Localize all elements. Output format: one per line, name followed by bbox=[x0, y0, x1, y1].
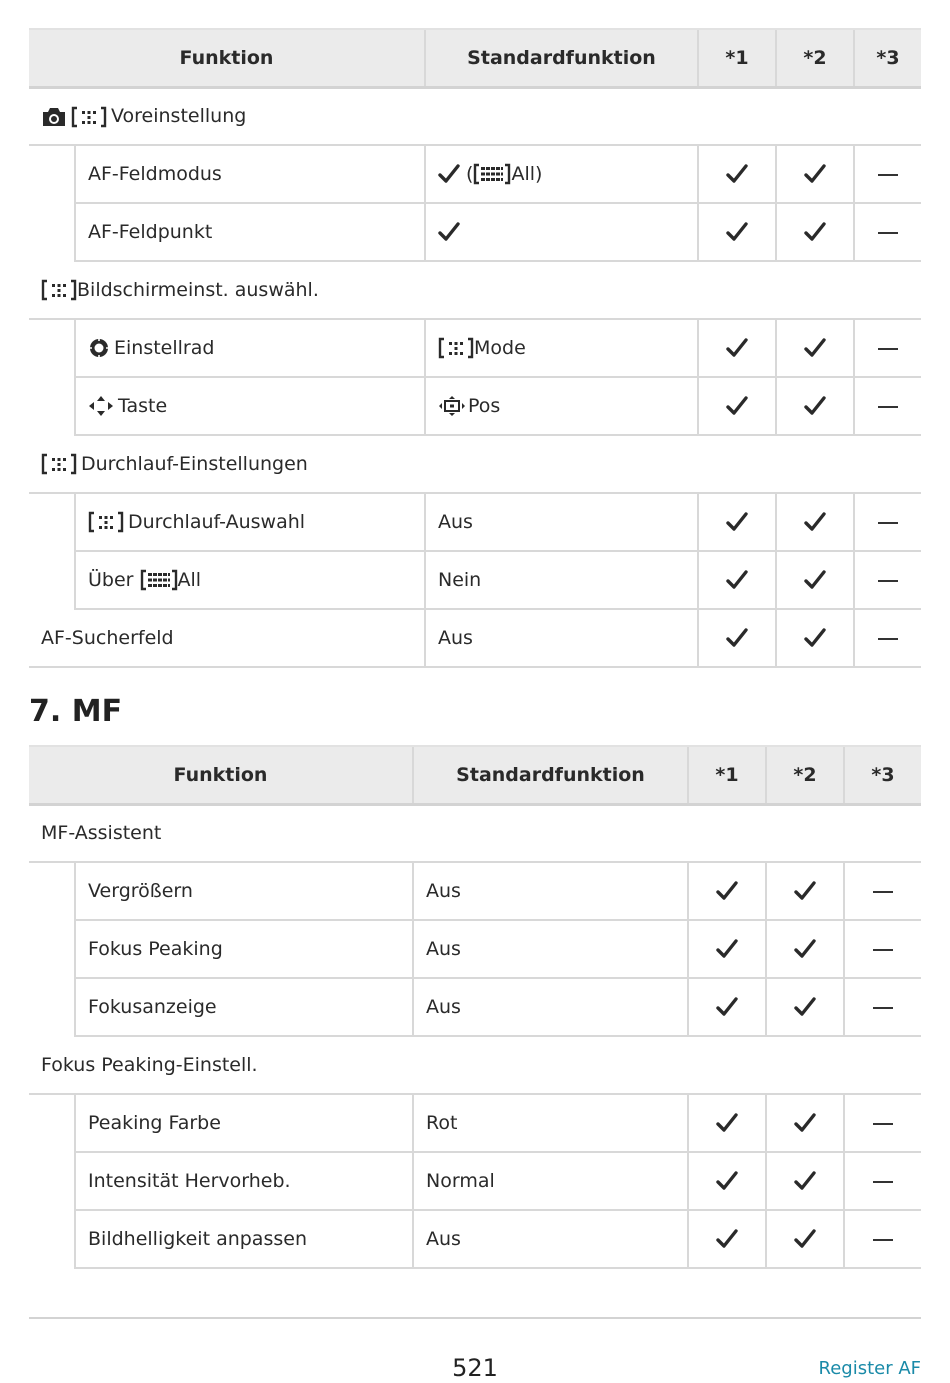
dash-icon bbox=[878, 580, 898, 582]
check-icon bbox=[438, 221, 460, 243]
group-label: Voreinstellung bbox=[111, 105, 247, 127]
check-icon bbox=[804, 337, 826, 359]
dash-icon bbox=[878, 174, 898, 176]
funktion-label: Peaking Farbe bbox=[88, 1112, 221, 1134]
col-header-funktion: Funktion bbox=[29, 746, 413, 804]
check-icon bbox=[716, 996, 738, 1018]
standard-value: Pos bbox=[468, 394, 501, 417]
arrow-keys-icon bbox=[88, 395, 114, 417]
camera-icon bbox=[41, 106, 67, 128]
funktion-label: Vergrößern bbox=[88, 880, 193, 902]
col-header-standardfunktion: Standardfunktion bbox=[413, 746, 688, 804]
check-icon bbox=[716, 1170, 738, 1192]
table-row bbox=[29, 377, 921, 435]
af-all-target-icon bbox=[473, 163, 511, 185]
funktion-label: Durchlauf-Auswahl bbox=[128, 510, 306, 533]
dash-icon bbox=[878, 348, 898, 350]
group-label: Bildschirmeinst. auswähl. bbox=[77, 278, 319, 301]
group-label: Durchlauf-Einstellungen bbox=[81, 452, 308, 475]
dial-icon bbox=[88, 337, 110, 359]
check-icon bbox=[726, 395, 748, 417]
standard-value: Mode bbox=[474, 336, 526, 359]
group-label: AF-Sucherfeld bbox=[41, 627, 174, 649]
check-icon bbox=[794, 938, 816, 960]
group-row-bildschirmeinst bbox=[29, 261, 921, 319]
group-row-mf-assistent bbox=[29, 804, 921, 862]
group-row-fokus-peaking-einstell bbox=[29, 1036, 921, 1094]
check-icon bbox=[716, 938, 738, 960]
table-row bbox=[29, 319, 921, 377]
col-header-3: *3 bbox=[854, 29, 921, 87]
funktion-label: Fokus Peaking bbox=[88, 938, 223, 960]
check-icon bbox=[794, 1112, 816, 1134]
check-icon bbox=[726, 627, 748, 649]
dash-icon bbox=[873, 1123, 893, 1125]
check-icon bbox=[794, 996, 816, 1018]
col-header-2: *2 bbox=[766, 746, 844, 804]
check-icon bbox=[794, 880, 816, 902]
dash-icon bbox=[878, 232, 898, 234]
col-header-1: *1 bbox=[688, 746, 766, 804]
check-icon bbox=[794, 1228, 816, 1250]
table-row bbox=[29, 1152, 921, 1210]
af-target-icon bbox=[438, 337, 474, 359]
table-row bbox=[29, 203, 921, 261]
funktion-label: Bildhelligkeit anpassen bbox=[88, 1228, 307, 1250]
standard-value: Rot bbox=[426, 1112, 458, 1134]
standard-value: Aus bbox=[426, 996, 461, 1018]
group-label: MF-Assistent bbox=[41, 822, 162, 845]
check-icon bbox=[716, 880, 738, 902]
standard-value: Aus bbox=[426, 880, 461, 902]
af-target-icon bbox=[88, 511, 124, 533]
dash-icon bbox=[873, 949, 893, 951]
check-icon bbox=[726, 569, 748, 591]
table-row: AF-Feldmodus ( All) bbox=[29, 145, 921, 203]
funktion-label: Einstellrad bbox=[114, 336, 215, 359]
af-all-target-icon bbox=[140, 569, 178, 591]
standard-value: Aus bbox=[426, 1228, 461, 1250]
table-row bbox=[29, 862, 921, 920]
custom-settings-table-mf bbox=[29, 745, 921, 1269]
dash-icon bbox=[873, 1239, 893, 1241]
check-icon bbox=[726, 511, 748, 533]
standard-value: Nein bbox=[438, 569, 482, 591]
funktion-label: All bbox=[177, 568, 202, 591]
check-icon bbox=[804, 163, 826, 185]
footer-divider bbox=[29, 1317, 921, 1319]
check-icon bbox=[726, 337, 748, 359]
check-icon bbox=[794, 1170, 816, 1192]
table-row: Über All Nein bbox=[29, 551, 921, 609]
af-target-icon bbox=[71, 106, 107, 128]
dash-icon bbox=[878, 406, 898, 408]
funktion-label: AF-Feldmodus bbox=[88, 163, 222, 185]
check-icon bbox=[438, 163, 460, 185]
check-icon bbox=[804, 569, 826, 591]
dash-icon bbox=[873, 1007, 893, 1009]
dash-icon bbox=[873, 1181, 893, 1183]
funktion-label: AF-Feldpunkt bbox=[88, 221, 213, 243]
section-heading: 7. MF bbox=[29, 694, 123, 729]
table-row bbox=[29, 1094, 921, 1152]
standard-value: Aus bbox=[438, 627, 473, 649]
af-target-icon bbox=[41, 279, 77, 301]
check-icon bbox=[804, 395, 826, 417]
group-row-voreinstellung bbox=[29, 87, 921, 145]
page-number: 521 bbox=[452, 1354, 498, 1382]
check-icon bbox=[726, 221, 748, 243]
af-position-icon bbox=[438, 395, 466, 417]
check-icon bbox=[716, 1228, 738, 1250]
col-header-1: *1 bbox=[698, 29, 776, 87]
funktion-label: Intensität Hervorheb. bbox=[88, 1170, 291, 1192]
check-icon bbox=[716, 1112, 738, 1134]
check-icon bbox=[804, 627, 826, 649]
table-row bbox=[29, 493, 921, 551]
check-icon bbox=[804, 221, 826, 243]
standard-value: Aus bbox=[426, 938, 461, 960]
table-row bbox=[29, 1210, 921, 1268]
table-row bbox=[29, 920, 921, 978]
dash-icon bbox=[873, 891, 893, 893]
col-header-funktion: Funktion bbox=[29, 29, 425, 87]
check-icon bbox=[804, 511, 826, 533]
col-header-standardfunktion: Standardfunktion bbox=[425, 29, 698, 87]
standard-value: Aus bbox=[438, 511, 473, 533]
dash-icon bbox=[878, 522, 898, 524]
table-row bbox=[29, 978, 921, 1036]
register-af-link[interactable]: Register AF bbox=[818, 1358, 921, 1379]
dash-icon bbox=[878, 638, 898, 640]
group-row-durchlauf bbox=[29, 435, 921, 493]
group-row-af-sucherfeld bbox=[29, 609, 921, 667]
custom-settings-table-af bbox=[29, 28, 921, 668]
group-label: Fokus Peaking-Einstell. bbox=[41, 1054, 258, 1076]
funktion-label: Taste bbox=[118, 394, 168, 417]
col-header-2: *2 bbox=[776, 29, 854, 87]
standard-value: All) bbox=[511, 162, 543, 185]
funktion-label: Fokusanzeige bbox=[88, 996, 217, 1018]
standard-value: Normal bbox=[426, 1170, 495, 1192]
af-target-icon bbox=[41, 453, 77, 475]
check-icon bbox=[726, 163, 748, 185]
col-header-3: *3 bbox=[844, 746, 921, 804]
